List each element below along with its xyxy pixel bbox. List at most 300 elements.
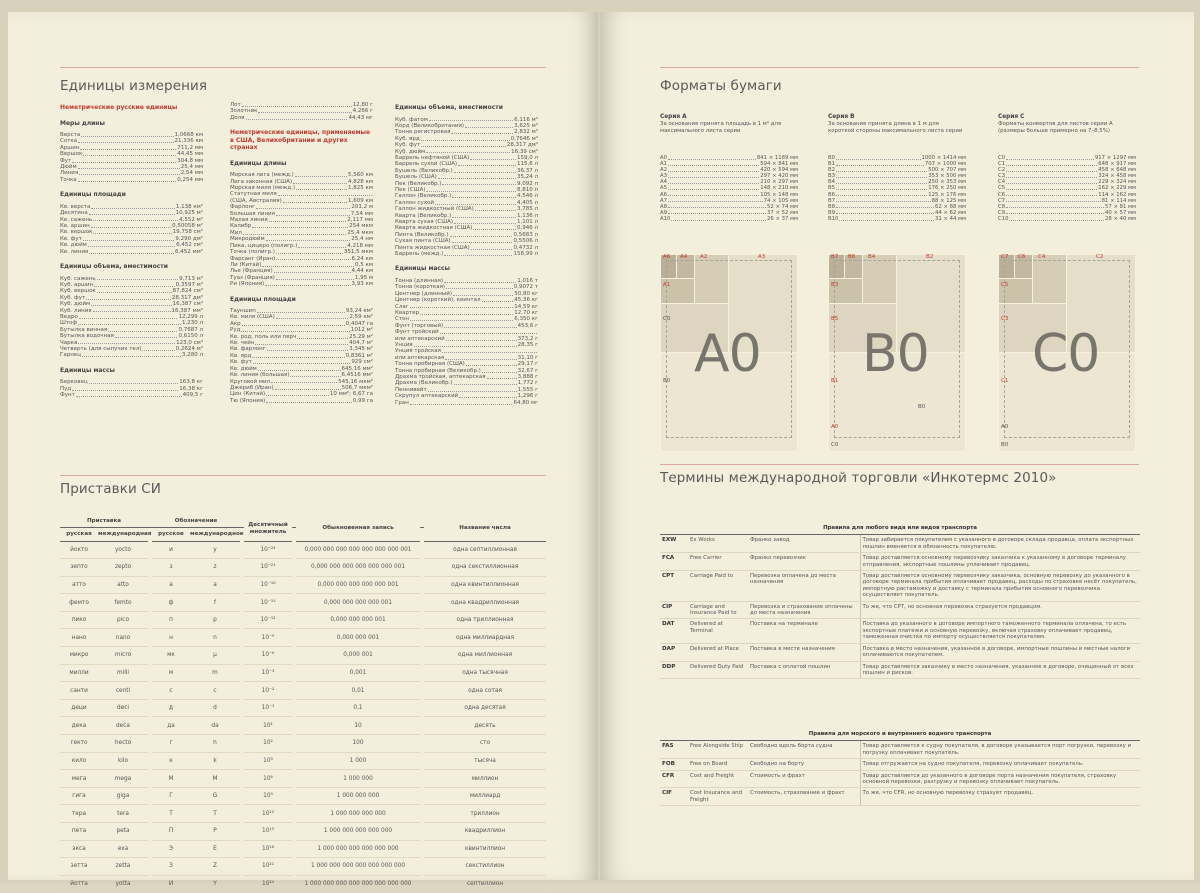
- leader-dots: [1006, 159, 1094, 160]
- unit-value: 25,4 мкм: [347, 229, 373, 236]
- leader-dots: [267, 350, 349, 351]
- si-cell: milli: [98, 664, 148, 682]
- si-cell: миллион: [424, 770, 546, 788]
- unit-value: 0,4047 га: [345, 320, 373, 327]
- format-name: C3: [998, 173, 1006, 180]
- unit-row: [60, 249, 203, 255]
- si-cell: зепто: [60, 559, 98, 577]
- unit-value: 0,4732 л: [513, 244, 538, 251]
- leader-dots: [442, 184, 516, 185]
- si-cell: дека: [60, 717, 98, 735]
- unit-name: Кв. чейн: [230, 340, 255, 347]
- unit-name: Джериб (Иран): [230, 384, 274, 391]
- unit-name: Ведро: [60, 313, 78, 320]
- unit-name: Кварта (Великобр.): [395, 212, 452, 219]
- unit-name: Галлон жидкостный (США): [395, 206, 474, 213]
- unit-value: 7,54 мм: [350, 210, 373, 217]
- unit-name: Куб. ярд: [395, 135, 420, 142]
- unit-value: 2,54 мм: [180, 170, 203, 177]
- th-int: международная: [98, 527, 148, 541]
- unit-value: 1,0668 км: [174, 132, 203, 138]
- unit-value: 4,218 мм: [347, 242, 373, 249]
- leader-dots: [93, 311, 171, 312]
- format-name: C0: [998, 155, 1006, 161]
- si-row: [60, 735, 546, 753]
- si-cell: 10¹²: [244, 805, 292, 823]
- si-row: [60, 699, 546, 717]
- leader-dots: [293, 183, 347, 184]
- incoterms-table-1: [660, 522, 1140, 679]
- si-cell: giga: [98, 787, 148, 805]
- unit-name: Сухая пинта (США): [395, 238, 451, 245]
- unit-name: Пинта (Великобр.): [395, 231, 449, 238]
- si-cell: 0,001: [296, 664, 420, 682]
- format-name: C1: [998, 161, 1006, 168]
- leader-dots: [446, 288, 513, 289]
- format-row: [998, 216, 1136, 222]
- unit-name: Галлон (Великобр.): [395, 193, 452, 200]
- incoterm-ru: Франко завод: [748, 535, 860, 553]
- unit-value: 4,405 л: [516, 199, 538, 206]
- si-row: [60, 858, 546, 876]
- unit-value: 2,117 мм: [347, 217, 373, 224]
- unit-value: 1,772 г: [517, 380, 538, 387]
- si-cell: 1 000 000 000 000 000 000 000: [296, 858, 420, 876]
- si-cell: yocto: [98, 541, 148, 559]
- format-name: A4: [660, 179, 667, 186]
- si-cell: E: [190, 840, 240, 858]
- unit-name: Унция: [395, 342, 413, 348]
- format-label: B0: [918, 404, 926, 410]
- leader-dots: [428, 391, 517, 392]
- si-cell: f: [190, 594, 240, 612]
- leader-dots: [1006, 177, 1097, 178]
- unit-name: Точка: [60, 176, 77, 183]
- unit-value: 16,39 см³: [511, 148, 538, 155]
- format-size: 74 × 105 мм: [763, 197, 798, 204]
- unit-value: 0,6150 л: [178, 333, 203, 340]
- unit-name: Куб. фут: [60, 294, 86, 301]
- unit-value: 10,925 м²: [175, 210, 203, 217]
- left-page: [8, 12, 598, 888]
- unit-value: 2,59 км²: [349, 314, 373, 321]
- si-cell: 0,000 000 000 000 000 000 000 001: [296, 541, 420, 559]
- unit-value: 6,350 кг: [514, 316, 538, 323]
- si-cell: 10⁻⁹: [244, 629, 292, 647]
- format-label: A2: [700, 254, 708, 260]
- leader-dots: [93, 233, 171, 234]
- incoterm-en: Free Carrier: [688, 553, 748, 571]
- leader-dots: [91, 208, 174, 209]
- section-rule: [60, 475, 546, 476]
- format-row: [828, 216, 966, 222]
- leader-dots: [450, 236, 513, 237]
- si-cell: пико: [60, 611, 98, 629]
- si-cell: micro: [98, 647, 148, 665]
- incoterm-desc: То же, что CPT, но основная перевозка страхуется продавцом.: [860, 601, 1140, 619]
- si-cell: сто: [424, 735, 546, 753]
- unit-name: Кв. фут: [60, 235, 82, 242]
- leader-dots: [475, 210, 516, 211]
- paper-series-1: [828, 114, 966, 222]
- format-size: 31 × 44 мм: [935, 215, 966, 222]
- unit-value: 16,38 кг: [179, 385, 203, 392]
- si-cell: и: [152, 541, 190, 559]
- unit-name: Кв. ярд: [230, 352, 252, 359]
- unit-row: [230, 281, 373, 287]
- unit-name: Пек (США): [395, 186, 426, 193]
- leader-dots: [440, 333, 537, 334]
- leader-dots: [487, 378, 517, 379]
- leader-dots: [410, 307, 514, 308]
- si-cell: тысяча: [424, 752, 546, 770]
- si-cell: 1 000 000: [296, 770, 420, 788]
- leader-dots: [91, 305, 171, 306]
- unit-name: Куб. сажень: [60, 275, 96, 282]
- si-cell: 10¹: [244, 717, 292, 735]
- leader-dots: [81, 136, 173, 137]
- unit-value: 25,4 нм: [351, 236, 373, 243]
- format-label: A6: [663, 254, 671, 260]
- unit-name: Пуд: [60, 385, 72, 392]
- unit-name: Корд (Великобритания): [395, 122, 465, 129]
- unit-value: 0,7646 м³: [510, 135, 538, 142]
- si-cell: да: [152, 717, 190, 735]
- leader-dots: [452, 217, 516, 218]
- format-size: 44 × 62 мм: [935, 209, 966, 216]
- format-name: B9: [828, 209, 836, 216]
- si-cell: одна квинтиллионная: [424, 576, 546, 594]
- format-row: [660, 216, 798, 222]
- leader-dots: [1006, 213, 1104, 214]
- si-cell: nano: [98, 629, 148, 647]
- unit-name: Фарлонг: [230, 204, 255, 211]
- format-name: A9: [660, 209, 667, 216]
- si-cell: к: [152, 752, 190, 770]
- incoterm-row: [660, 661, 1140, 679]
- si-cell: 0,000 000 001: [296, 629, 420, 647]
- unit-subheading: Единицы объема, вместимости: [395, 104, 503, 111]
- unit-value: 506,7 мкм²: [341, 384, 373, 391]
- unit-value: 6,452 мм²: [175, 248, 203, 255]
- incoterm-desc: Товар доставляется заказчику в место назначения, указанное в договоре, очищенный от всех пошлин и рисков.: [860, 661, 1140, 679]
- unit-name: Кв. дюйм: [60, 242, 87, 249]
- unit-name: Цин (Китай): [230, 391, 266, 398]
- si-cell: И: [152, 875, 190, 893]
- si-row: [60, 541, 546, 559]
- unit-value: 0,8361 м²: [345, 352, 373, 359]
- unit-name: Куб. линия: [60, 307, 92, 314]
- format-size: 114 × 162 мм: [1098, 191, 1136, 198]
- unit-name: Дюйм: [60, 164, 77, 171]
- si-cell: 10⁻²¹: [244, 559, 292, 577]
- si-cell: T: [190, 805, 240, 823]
- leader-dots: [454, 172, 516, 173]
- si-cell: 10¹⁵: [244, 823, 292, 841]
- format-diagram-2: [998, 254, 1136, 452]
- unit-value: 10 мм²; 6,67 га: [329, 391, 373, 398]
- si-cell: 0,000 000 000 000 000 001: [296, 576, 420, 594]
- format-name: B2: [828, 167, 836, 174]
- si-cell: 10⁻¹²: [244, 611, 292, 629]
- si-row: [60, 629, 546, 647]
- unit-name: Пика, цицеро (полигр.): [230, 242, 298, 249]
- unit-subheading: Единицы массы: [60, 366, 115, 374]
- unit-row: [230, 115, 373, 121]
- unit-value: 45,36 кг: [514, 297, 538, 304]
- format-size: 841 × 1189 мм: [756, 155, 798, 161]
- si-cell: одна триллионная: [424, 611, 546, 629]
- series-name: Серия С: [998, 114, 1025, 120]
- format-label: B2: [926, 254, 934, 260]
- unit-subheading: Единицы площади: [230, 295, 296, 303]
- leader-dots: [839, 220, 934, 221]
- format-name: A8: [660, 203, 667, 210]
- leader-dots: [668, 213, 766, 214]
- si-cell: М: [152, 770, 190, 788]
- incoterm-en: Delivered at Place: [688, 643, 748, 661]
- section-rule: [660, 464, 1139, 465]
- si-cell: 0,000 001: [296, 647, 420, 665]
- unit-name: Кв. сажень: [60, 216, 93, 223]
- leader-dots: [668, 177, 759, 178]
- leader-dots: [444, 255, 512, 256]
- format-name: B6: [828, 191, 836, 198]
- unit-name: Аршин: [60, 144, 80, 151]
- format-label: C0: [831, 442, 839, 448]
- unit-value: 28,317 дм³: [506, 142, 538, 149]
- leader-dots: [241, 331, 350, 332]
- si-cell: 10²⁴: [244, 875, 292, 893]
- incoterms-caption-1: Правила для любого вида или видов транспорта: [660, 522, 1140, 535]
- incoterm-desc: Товар доставляется до указанного в договоре порта назначения покупателя, страховку основной перевозки, разгрузку и перевозку оплачивает покупатель.: [860, 770, 1140, 788]
- si-cell: M: [190, 770, 240, 788]
- incoterm-row: [660, 553, 1140, 571]
- unit-name: Морская миля (межд.): [230, 185, 296, 192]
- leader-dots: [83, 155, 176, 156]
- si-row: [60, 752, 546, 770]
- si-cell: микро: [60, 647, 98, 665]
- leader-dots: [79, 318, 178, 319]
- si-cell: 10²: [244, 735, 292, 753]
- unit-name: Акр: [230, 320, 241, 327]
- unit-subheading: Единицы площади: [60, 191, 126, 199]
- leader-dots: [266, 402, 351, 403]
- leader-dots: [93, 220, 178, 221]
- unit-value: 0,2624 м³: [175, 345, 203, 352]
- unit-name: Бушель (Великобр.): [395, 167, 453, 174]
- leader-dots: [465, 127, 513, 128]
- unit-name: Куб. фатом: [395, 116, 428, 123]
- unit-name: Фунт: [60, 392, 75, 399]
- leader-dots: [253, 363, 351, 364]
- si-cell: 10⁻¹: [244, 699, 292, 717]
- unit-name: Квартер: [395, 309, 420, 316]
- si-row: [60, 717, 546, 735]
- unit-name: Тонна (длинная): [395, 277, 444, 284]
- si-cell: д: [152, 699, 190, 717]
- leader-dots: [252, 357, 344, 358]
- unit-name: Кв. род, поль или перч: [230, 333, 297, 340]
- unit-name: Кв. вершок: [60, 229, 93, 236]
- si-row: [60, 875, 546, 893]
- leader-dots: [97, 292, 172, 293]
- si-cell: 100: [296, 735, 420, 753]
- si-cell: 10⁻²: [244, 682, 292, 700]
- format-label: C0: [663, 316, 671, 322]
- unit-value: 44,43 мг: [348, 114, 373, 121]
- leader-dots: [255, 344, 348, 345]
- unit-value: 929 см²: [351, 359, 373, 366]
- si-cell: 10²¹: [244, 858, 292, 876]
- leader-dots: [78, 142, 173, 143]
- unit-subheading: Единицы массы: [395, 265, 450, 273]
- unit-name: Тю (Япония): [230, 397, 266, 404]
- leader-dots: [115, 337, 178, 338]
- format-label: A3: [758, 254, 766, 260]
- leader-dots: [470, 159, 516, 160]
- leader-dots: [76, 396, 182, 397]
- unit-name: Калибр: [230, 223, 252, 230]
- unit-value: 254 мкм: [349, 223, 373, 230]
- leader-dots: [466, 365, 517, 366]
- incoterm-row: [660, 643, 1140, 661]
- unit-name: (США, Австралия): [230, 197, 282, 204]
- format-size: 40 × 57 мм: [1105, 209, 1136, 216]
- si-cell: 10⁻¹⁸: [244, 576, 292, 594]
- th-int2: международное: [190, 527, 240, 541]
- leader-dots: [451, 133, 513, 134]
- leader-dots: [242, 325, 345, 326]
- leader-dots: [442, 352, 537, 353]
- unit-name: Верста: [60, 132, 81, 138]
- leader-dots: [262, 266, 354, 267]
- si-cell: centi: [98, 682, 148, 700]
- format-label: C6: [1018, 254, 1026, 260]
- format-size: 297 × 420 мм: [760, 173, 798, 180]
- format-size: 162 × 229 мм: [1098, 185, 1136, 192]
- incoterm-desc: Товар отгружается на судно покупателя, перевозку оплачивает покупатель.: [860, 759, 1140, 770]
- unit-value: 87,824 см³: [172, 288, 203, 295]
- incoterm-row: [660, 741, 1140, 759]
- si-cell: n: [190, 629, 240, 647]
- leader-dots: [298, 247, 346, 248]
- si-cell: G: [190, 787, 240, 805]
- unit-subheading: Меры длины: [60, 119, 105, 127]
- unit-value: 4,44 км: [351, 268, 373, 275]
- si-cell: фемто: [60, 594, 98, 612]
- unit-name: Пинта жидкостная (США): [395, 244, 470, 251]
- format-size: 420 × 594 мм: [760, 167, 798, 174]
- leader-dots: [458, 165, 516, 166]
- incoterms-title: Термины международной торговли «Инкотермс 2010»: [660, 470, 1057, 486]
- si-cell: femto: [98, 594, 148, 612]
- format-name: C10: [998, 215, 1009, 222]
- leader-dots: [266, 395, 329, 396]
- leader-dots: [97, 279, 179, 280]
- si-cell: одна секстиллионная: [424, 559, 546, 577]
- format-label: B5: [831, 316, 839, 322]
- format-label: B7: [831, 254, 839, 260]
- unit-name: Драхма (Великобр.): [395, 380, 453, 387]
- si-cell: а: [152, 576, 190, 594]
- format-name: A1: [660, 161, 667, 168]
- incoterm-desc: Товар доставляется основному перевозчику заказчика, основную перевозку до указанного в договоре терминала прибытия оплачивает продавец, расходы по страховке несёт покупатель, импортную растаможку и доставку с терминала прибытия основного перевозчика осуществляет покупатель.: [860, 571, 1140, 602]
- format-size: 28 × 40 мм: [1105, 215, 1136, 222]
- si-cell: Z: [190, 858, 240, 876]
- si-cell: йотта: [60, 875, 98, 893]
- incoterm-en: Ex Works: [688, 535, 748, 553]
- leader-dots: [83, 240, 175, 241]
- format-size: 125 × 176 мм: [928, 191, 966, 198]
- format-size: 707 × 1000 мм: [924, 161, 966, 168]
- si-cell: одна септиллионная: [424, 541, 546, 559]
- si-cell: kilo: [98, 752, 148, 770]
- unit-value: 0,5506 л: [513, 238, 538, 245]
- unit-name: или аптекарский: [395, 335, 445, 342]
- si-cell: c: [190, 682, 240, 700]
- incoterm-row: [660, 601, 1140, 619]
- format-name: A5: [660, 185, 667, 192]
- leader-dots: [79, 174, 180, 175]
- unit-value: 545,16 мкм²: [338, 378, 373, 385]
- si-cell: 10: [296, 717, 420, 735]
- leader-dots: [1006, 207, 1104, 208]
- leader-dots: [89, 214, 175, 215]
- si-cell: tera: [98, 805, 148, 823]
- unit-value: 36,37 л: [516, 167, 538, 174]
- unit-value: 0,9072 т: [513, 284, 538, 291]
- format-name: B3: [828, 173, 836, 180]
- incoterm-code: FOB: [660, 759, 688, 770]
- si-cell: п: [152, 611, 190, 629]
- leader-dots: [410, 320, 513, 321]
- si-row: [60, 682, 546, 700]
- unit-name: Берковец: [60, 379, 88, 386]
- leader-dots: [265, 285, 350, 286]
- unit-name: Пек (Великобр.): [395, 180, 442, 187]
- format-name: B4: [828, 179, 836, 186]
- unit-name: Туаз (Франция): [230, 274, 275, 281]
- leader-dots: [444, 282, 516, 283]
- leader-dots: [482, 301, 514, 302]
- si-cell: одна миллиардная: [424, 629, 546, 647]
- unit-name: Кв. фарлонг: [230, 346, 266, 353]
- unit-name: Лье (Франция): [230, 268, 273, 275]
- si-row: [60, 787, 546, 805]
- unit-value: 25,29 м²: [349, 333, 373, 340]
- si-cell: exa: [98, 840, 148, 858]
- format-name: A6: [660, 191, 667, 198]
- leader-dots: [836, 159, 921, 160]
- unit-name: Фунт тройский: [395, 329, 439, 336]
- unit-value: 9,290 дм²: [175, 235, 203, 242]
- si-cell: десять: [424, 717, 546, 735]
- unit-name: Галлон сухой: [395, 199, 434, 206]
- unit-value: 9,713 м³: [179, 275, 203, 282]
- units-title: Единицы измерения: [60, 78, 208, 94]
- leader-dots: [452, 242, 513, 243]
- leader-dots: [78, 168, 180, 169]
- leader-dots: [88, 246, 175, 247]
- si-row: [60, 594, 546, 612]
- unit-name: Куб. фут: [395, 142, 421, 149]
- format-label: C4: [1038, 254, 1046, 260]
- unit-name: Доля: [230, 114, 245, 121]
- leader-dots: [421, 146, 506, 147]
- unit-subheading: Неметрические единицы, применяемые в США, Великобритании и других странах: [230, 129, 371, 152]
- si-cell: 1 000: [296, 752, 420, 770]
